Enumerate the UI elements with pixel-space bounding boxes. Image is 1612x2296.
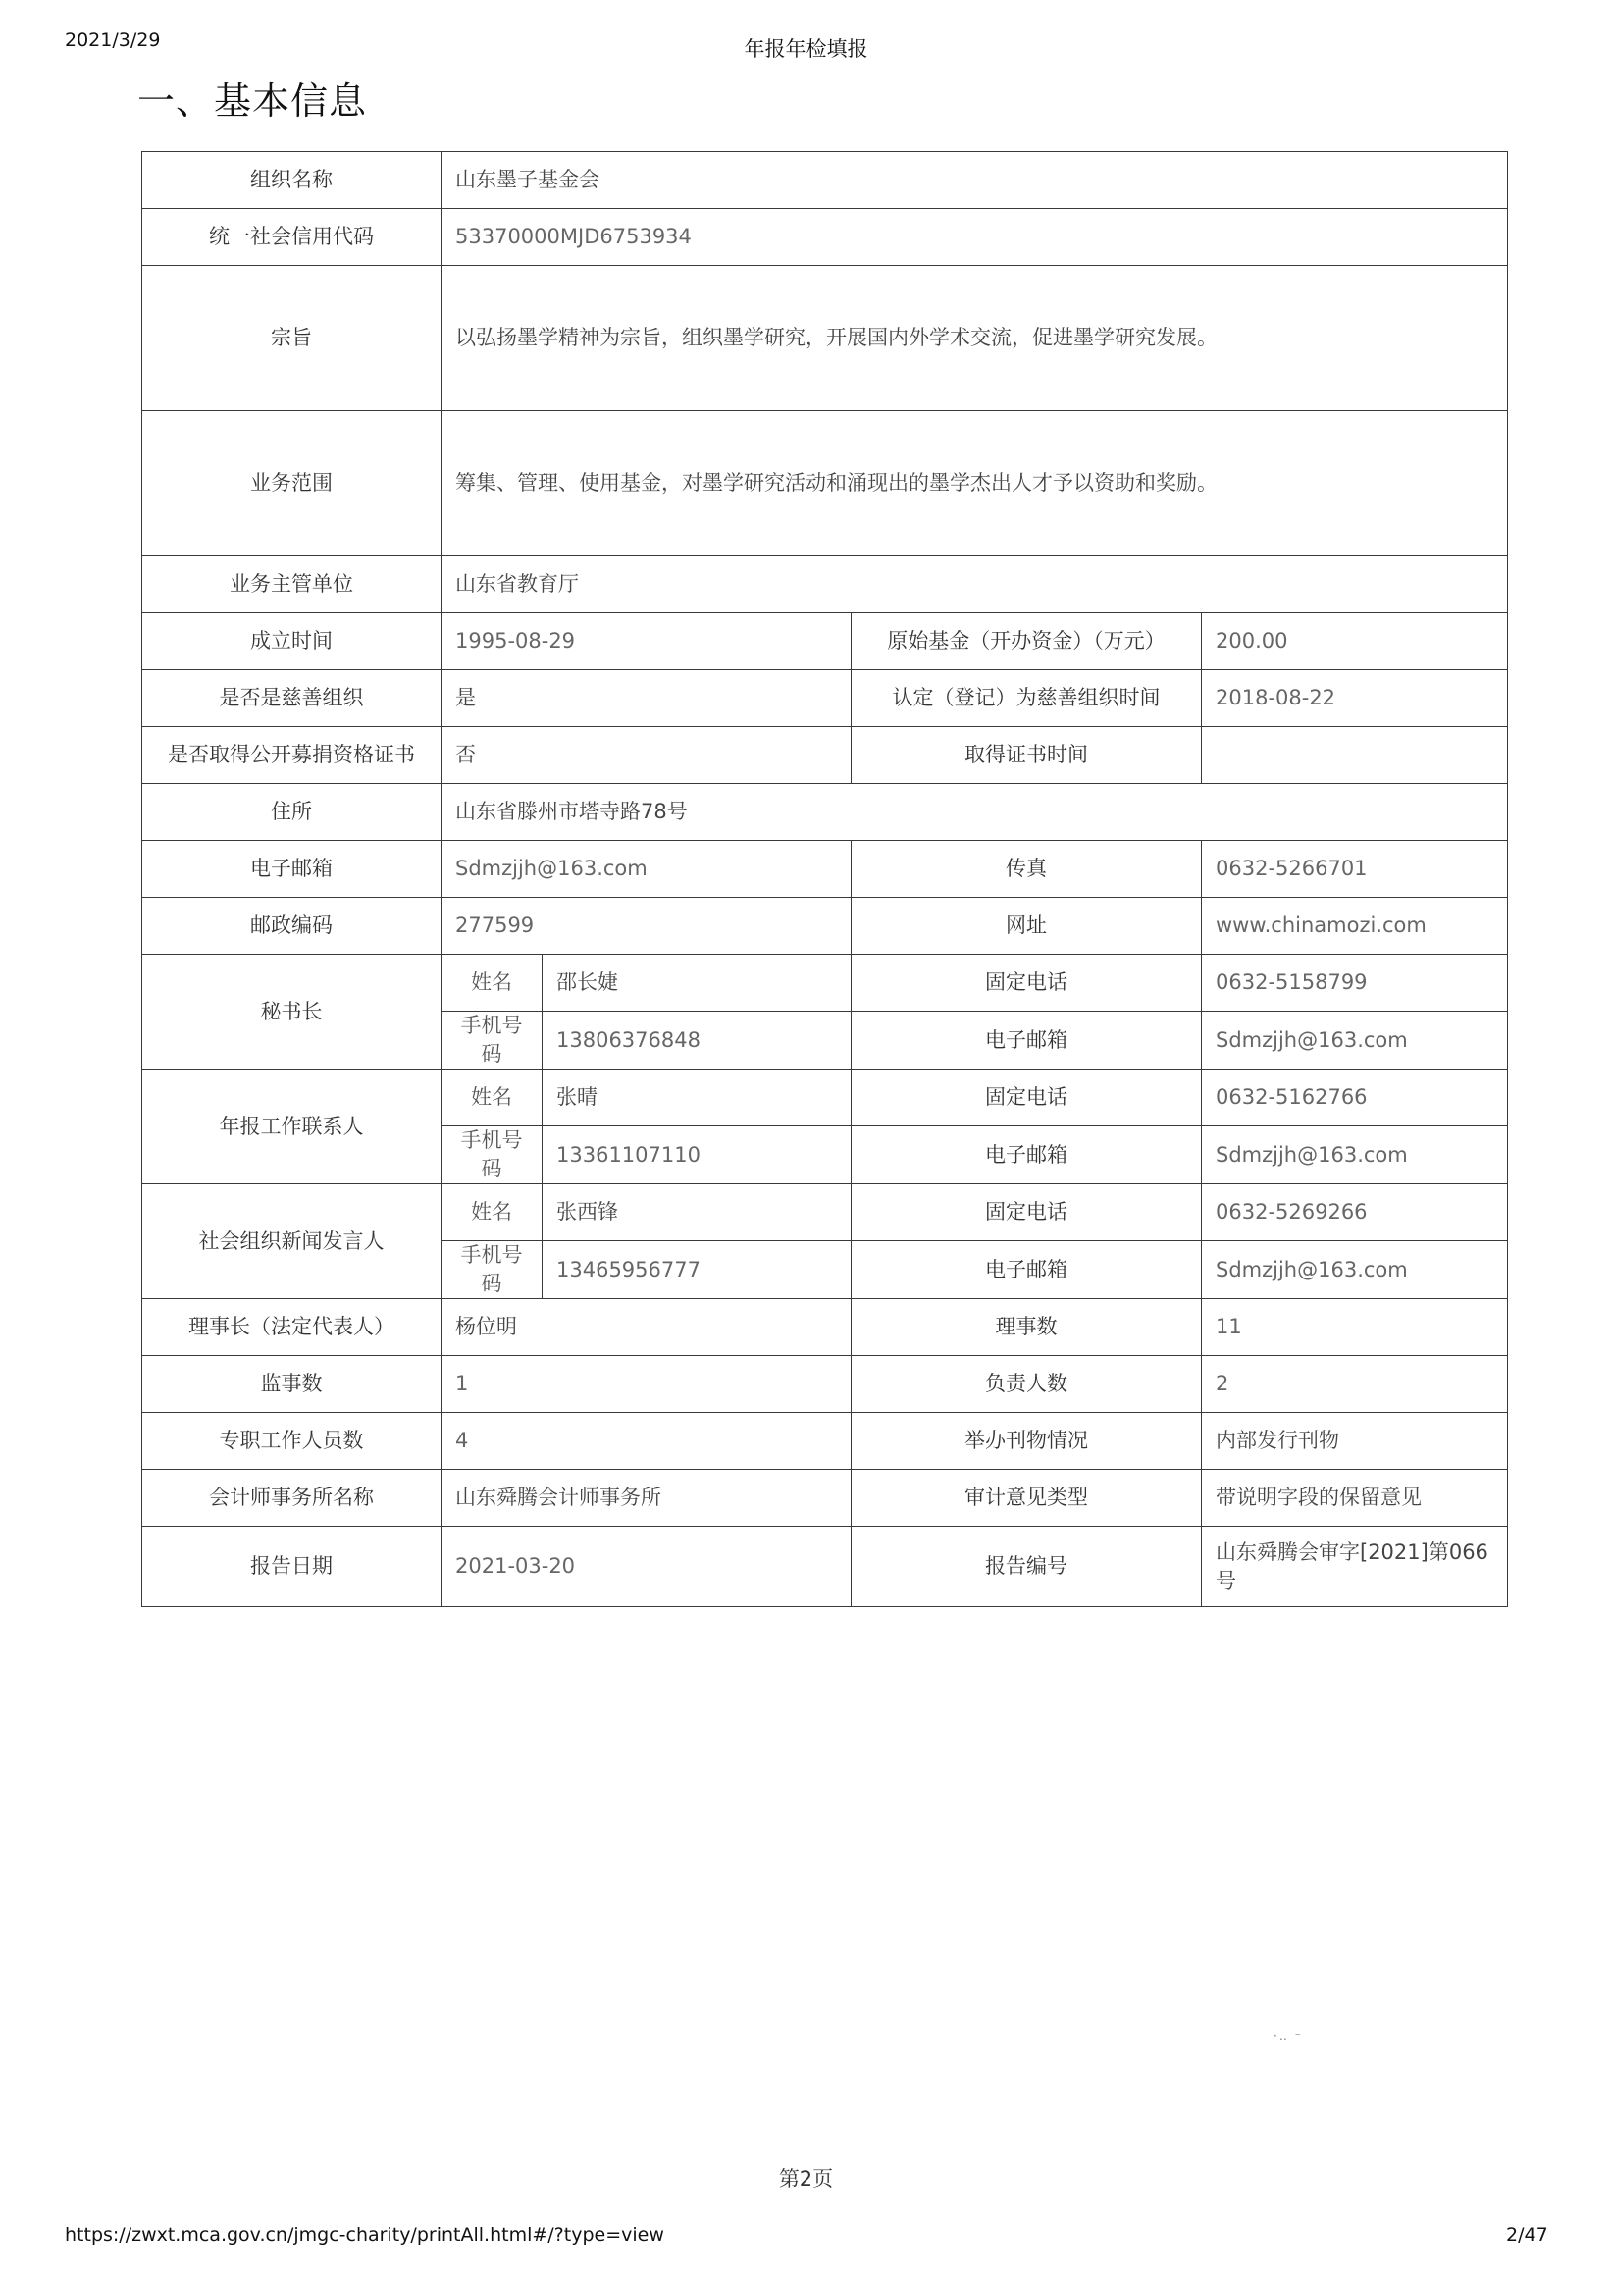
row-staff (142, 1413, 1508, 1470)
staff-count-value: 4 (442, 1413, 852, 1470)
supervisor-count-label: 监事数 (142, 1356, 442, 1413)
secretary-phone-label: 固定电话 (852, 955, 1202, 1012)
original-fund-label: 原始基金（开办资金）（万元） (852, 613, 1202, 670)
row-secretary-1 (142, 955, 1508, 1012)
row-accounting (142, 1470, 1508, 1527)
row-report (142, 1527, 1508, 1607)
is-charity-label: 是否是慈善组织 (142, 670, 442, 727)
spokesperson-email-value: Sdmzjjh@163.com (1202, 1241, 1508, 1299)
publication-value: 内部发行刊物 (1202, 1413, 1508, 1470)
secretary-email-label: 电子邮箱 (852, 1012, 1202, 1070)
spokesperson-mobile-label: 手机号码 (442, 1241, 543, 1299)
spokesperson-label: 社会组织新闻发言人 (142, 1184, 442, 1299)
print-url: https://zwxt.mca.gov.cn/jmgc-charity/printAll.html#/?type=view (65, 2224, 664, 2246)
contact-mobile-label: 手机号码 (442, 1126, 543, 1184)
basic-info-table (141, 151, 1508, 1607)
secretary-mobile-value: 13806376848 (543, 1012, 852, 1070)
supervisor-count-value: 1 (442, 1356, 852, 1413)
secretary-name-value: 邵长婕 (543, 955, 852, 1012)
fax-label: 传真 (852, 841, 1202, 898)
contact-email-label: 电子邮箱 (852, 1126, 1202, 1184)
spokesperson-mobile-value: 13465956777 (543, 1241, 852, 1299)
row-purpose (142, 266, 1508, 411)
row-fundraising (142, 727, 1508, 784)
report-date-value: 2021-03-20 (442, 1527, 852, 1607)
row-business-scope (142, 411, 1508, 556)
report-number-value: 山东舜腾会审字[2021]第066号 (1202, 1527, 1508, 1607)
email-value: Sdmzjjh@163.com (442, 841, 852, 898)
chairman-value: 杨位明 (442, 1299, 852, 1356)
chairman-label: 理事长（法定代表人） (142, 1299, 442, 1356)
accounting-firm-label: 会计师事务所名称 (142, 1470, 442, 1527)
credit-code-label: 统一社会信用代码 (142, 209, 442, 266)
secretary-general-label: 秘书长 (142, 955, 442, 1070)
page-count: 2/47 (1506, 2224, 1548, 2246)
board-count-label: 理事数 (852, 1299, 1202, 1356)
business-scope-value: 筹集、管理、使用基金，对墨学研究活动和涌现出的墨学杰出人才予以资助和奖励。 (442, 411, 1508, 556)
purpose-label: 宗旨 (142, 266, 442, 411)
report-number-label: 报告编号 (852, 1527, 1202, 1607)
website-label: 网址 (852, 898, 1202, 955)
row-supervisors (142, 1356, 1508, 1413)
founded-label: 成立时间 (142, 613, 442, 670)
founded-value: 1995-08-29 (442, 613, 852, 670)
leader-count-label: 负责人数 (852, 1356, 1202, 1413)
spokesperson-phone-value: 0632-5269266 (1202, 1184, 1508, 1241)
accounting-firm-value: 山东舜腾会计师事务所 (442, 1470, 852, 1527)
print-date: 2021/3/29 (65, 29, 161, 51)
address-value: 山东省滕州市塔寺路78号 (442, 784, 1508, 841)
spokesperson-name-value: 张西锋 (543, 1184, 852, 1241)
original-fund-value: 200.00 (1202, 613, 1508, 670)
spokesperson-phone-label: 固定电话 (852, 1184, 1202, 1241)
row-org-name (142, 152, 1508, 209)
audit-opinion-value: 带说明字段的保留意见 (1202, 1470, 1508, 1527)
row-contact-1 (142, 1070, 1508, 1126)
row-credit-code (142, 209, 1508, 266)
public-fundraising-value: 否 (442, 727, 852, 784)
contact-name-label: 姓名 (442, 1070, 543, 1126)
supervisor-label: 业务主管单位 (142, 556, 442, 613)
contact-email-value: Sdmzjjh@163.com (1202, 1126, 1508, 1184)
contact-phone-value: 0632-5162766 (1202, 1070, 1508, 1126)
org-name-value: 山东墨子基金会 (442, 152, 1508, 209)
contact-phone-label: 固定电话 (852, 1070, 1202, 1126)
postcode-value: 277599 (442, 898, 852, 955)
org-name-label: 组织名称 (142, 152, 442, 209)
contact-mobile-value: 13361107110 (543, 1126, 852, 1184)
credit-code-value: 53370000MJD6753934 (442, 209, 1508, 266)
row-spokesperson-1 (142, 1184, 1508, 1241)
is-charity-value: 是 (442, 670, 852, 727)
purpose-value: 以弘扬墨学精神为宗旨，组织墨学研究，开展国内外学术交流，促进墨学研究发展。 (442, 266, 1508, 411)
contact-name-value: 张晴 (543, 1070, 852, 1126)
email-label: 电子邮箱 (142, 841, 442, 898)
section-title: 一、基本信息 (137, 79, 368, 123)
postcode-label: 邮政编码 (142, 898, 442, 955)
secretary-mobile-label: 手机号码 (442, 1012, 543, 1070)
website-value: www.chinamozi.com (1202, 898, 1508, 955)
charity-date-value: 2018-08-22 (1202, 670, 1508, 727)
row-email-fax (142, 841, 1508, 898)
page-number: 第2页 (778, 2167, 834, 2191)
row-postcode-website (142, 898, 1508, 955)
fax-value: 0632-5266701 (1202, 841, 1508, 898)
public-fundraising-label: 是否取得公开募捐资格证书 (142, 727, 442, 784)
business-scope-label: 业务范围 (142, 411, 442, 556)
secretary-name-label: 姓名 (442, 955, 543, 1012)
report-contact-label: 年报工作联系人 (142, 1070, 442, 1184)
row-chairman (142, 1299, 1508, 1356)
supervisor-value: 山东省教育厅 (442, 556, 1508, 613)
row-founded (142, 613, 1508, 670)
address-label: 住所 (142, 784, 442, 841)
audit-opinion-label: 审计意见类型 (852, 1470, 1202, 1527)
secretary-email-value: Sdmzjjh@163.com (1202, 1012, 1508, 1070)
scan-specks: ·‥ ⁻ (1274, 2029, 1303, 2043)
spokesperson-name-label: 姓名 (442, 1184, 543, 1241)
publication-label: 举办刊物情况 (852, 1413, 1202, 1470)
board-count-value: 11 (1202, 1299, 1508, 1356)
row-charity (142, 670, 1508, 727)
row-supervisor (142, 556, 1508, 613)
cert-date-value (1202, 727, 1508, 784)
charity-date-label: 认定（登记）为慈善组织时间 (852, 670, 1202, 727)
leader-count-value: 2 (1202, 1356, 1508, 1413)
cert-date-label: 取得证书时间 (852, 727, 1202, 784)
report-date-label: 报告日期 (142, 1527, 442, 1607)
staff-count-label: 专职工作人员数 (142, 1413, 442, 1470)
spokesperson-email-label: 电子邮箱 (852, 1241, 1202, 1299)
page-header-title: 年报年检填报 (744, 37, 868, 61)
row-address (142, 784, 1508, 841)
secretary-phone-value: 0632-5158799 (1202, 955, 1508, 1012)
